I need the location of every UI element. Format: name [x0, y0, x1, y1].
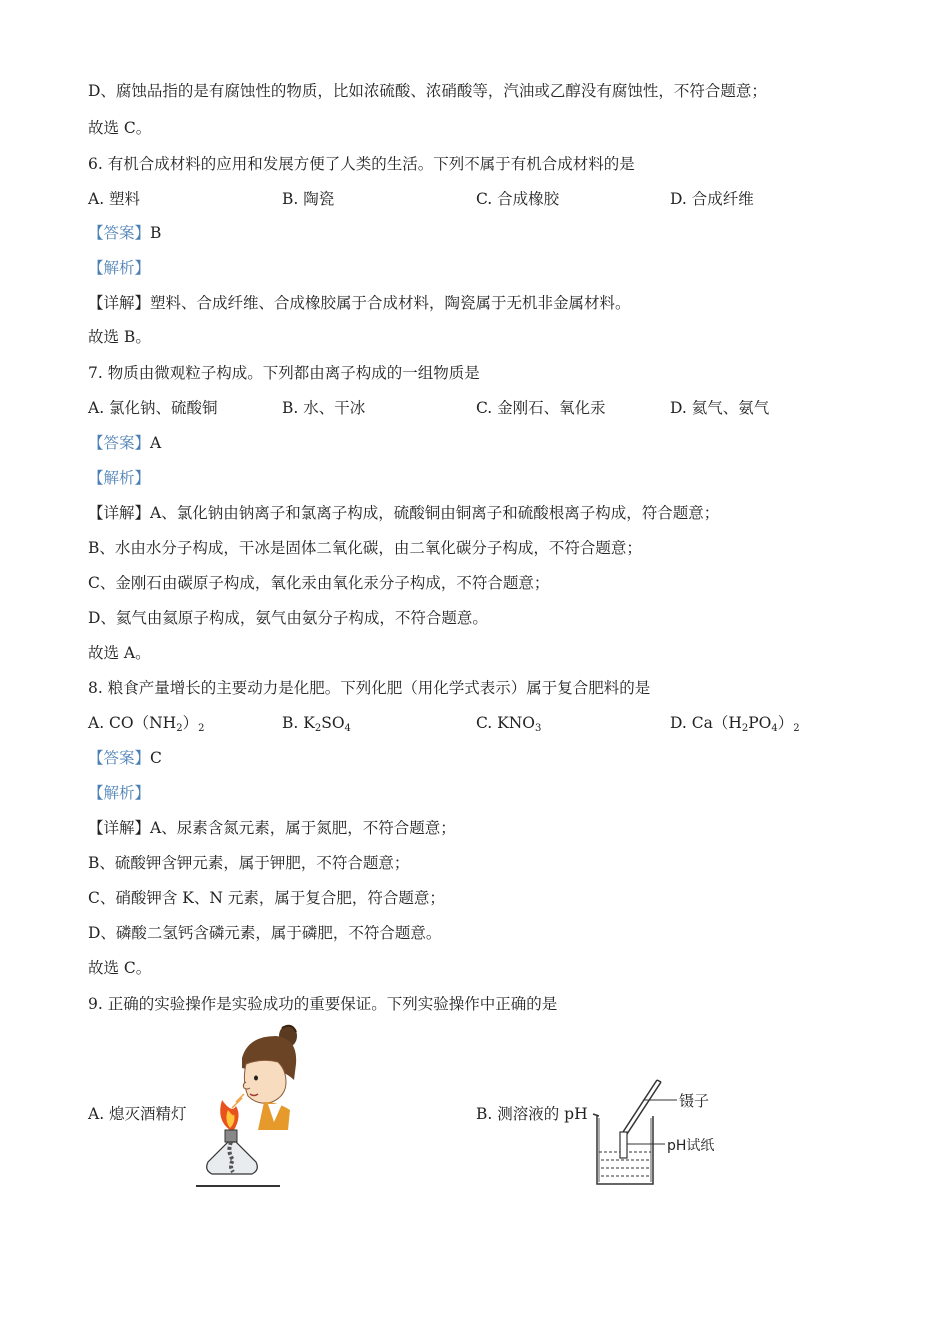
- ph-test-figure: [585, 1074, 725, 1190]
- analysis-tag: 【解析】: [88, 469, 151, 487]
- answer-value: C: [150, 749, 162, 767]
- question-6: 6. 有机合成材料的应用和发展方便了人类的生活。下列不属于有机合成材料的是: [88, 155, 635, 173]
- q9-option-b: B. 测溶液的 pH: [476, 1105, 588, 1123]
- q7-option-c: C. 金刚石、氧化汞: [476, 399, 606, 417]
- q6-analysis: [88, 258, 150, 278]
- text-line: B、硫酸钾含钾元素，属于钾肥，不符合题意；: [88, 854, 410, 872]
- answer-tag: 【答案】: [88, 434, 151, 452]
- question-8: 8. 粮食产量增长的主要动力是化肥。下列化肥（用化学式表示）属于复合肥料的是: [88, 679, 651, 697]
- q7-detail: [88, 503, 719, 523]
- q7-option-b: B. 水、干冰: [282, 399, 366, 417]
- q6-answer: [88, 223, 161, 243]
- text-line: C、金刚石由碳原子构成，氧化汞由氧化汞分子构成，不符合题意；: [88, 574, 550, 592]
- q6-conclusion: 故选 B。: [88, 328, 151, 346]
- q7-option-d: D. 氦气、氨气: [670, 399, 770, 417]
- q6-option-a: A. 塑料: [88, 190, 141, 208]
- q8-detail: [88, 818, 456, 838]
- text-line: D、腐蚀品指的是有腐蚀性的物质，比如浓硫酸、浓硝酸等，汽油或乙醇没有腐蚀性，不符合题意；: [88, 82, 767, 100]
- q8-analysis: [88, 783, 150, 803]
- q6-option-d: D. 合成纤维: [670, 190, 754, 208]
- q8-conclusion: 故选 C。: [88, 959, 152, 977]
- question-9: 9. 正确的实验操作是实验成功的重要保证。下列实验操作中正确的是: [88, 995, 558, 1013]
- text-line: 故选 C。: [88, 119, 152, 137]
- answer-tag: 【答案】: [88, 224, 151, 242]
- q6-option-c: C. 合成橡胶: [476, 190, 560, 208]
- q6-option-b: B. 陶瓷: [282, 190, 335, 208]
- detail-text: A、尿素含氮元素，属于氮肥，不符合题意；: [150, 819, 456, 837]
- text-line: D、氦气由氦原子构成，氨气由氨分子构成，不符合题意。: [88, 609, 488, 627]
- analysis-tag: 【解析】: [88, 259, 151, 277]
- q8-option-c: C. $KNO_3$: [476, 714, 542, 734]
- answer-value: A: [150, 434, 162, 452]
- detail-tag: 【详解】: [88, 504, 151, 522]
- q7-conclusion: 故选 A。: [88, 644, 151, 662]
- answer-tag: 【答案】: [88, 749, 151, 767]
- ph-paper-label: pH试纸: [667, 1138, 715, 1154]
- text-line: C、硝酸钾含 K、N 元素，属于复合肥，符合题意；: [88, 889, 445, 907]
- text-line: B、水由水分子构成，干冰是固体二氧化碳，由二氧化碳分子构成，不符合题意；: [88, 539, 642, 557]
- q7-answer: [88, 433, 161, 453]
- tweezers-label: 镊子: [679, 1092, 710, 1110]
- q6-detail: [88, 293, 631, 313]
- q8-option-b: B. $K_2SO_4$: [282, 714, 351, 734]
- q8-option-a: A. $CO(NH_2)_2$: [88, 714, 205, 734]
- detail-text: 塑料、合成纤维、合成橡胶属于合成材料，陶瓷属于无机非金属材料。: [150, 294, 631, 312]
- q8-answer: [88, 748, 162, 768]
- text-line: D、磷酸二氢钙含磷元素，属于磷肥，不符合题意。: [88, 924, 442, 942]
- alcohol-lamp-figure: [190, 1024, 310, 1192]
- q7-analysis: [88, 468, 150, 488]
- answer-value: B: [150, 224, 162, 242]
- q7-option-a: A. 氯化钠、硫酸铜: [88, 399, 218, 417]
- detail-text: A、氯化钠由钠离子和氯离子构成，硫酸铜由铜离子和硫酸根离子构成，符合题意；: [150, 504, 720, 522]
- detail-tag: 【详解】: [88, 294, 151, 312]
- question-7: 7. 物质由微观粒子构成。下列都由离子构成的一组物质是: [88, 364, 480, 382]
- detail-tag: 【详解】: [88, 819, 151, 837]
- q8-option-d: D. $Ca(H_2PO_4)_2$: [670, 714, 800, 734]
- q9-option-a: A. 熄灭酒精灯: [88, 1105, 187, 1123]
- analysis-tag: 【解析】: [88, 784, 151, 802]
